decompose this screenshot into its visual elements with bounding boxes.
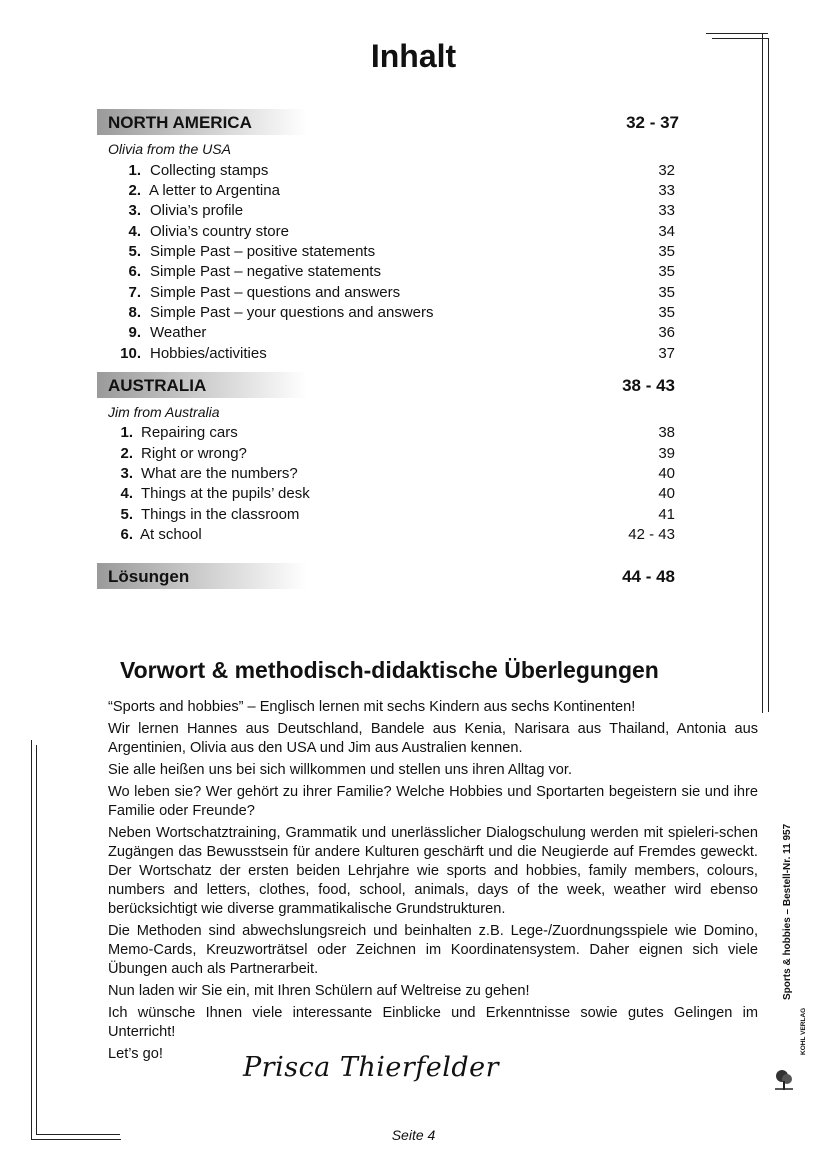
toc-item-page: 35	[658, 304, 675, 321]
toc-item-number: 9.	[128, 324, 141, 341]
toc-item	[0, 263, 827, 283]
toc-item-page: 32	[658, 162, 675, 179]
toc-item-number: 1.	[128, 162, 141, 179]
toc-item-page: 33	[658, 182, 675, 199]
side-order-label: Sports & hobbies – Bestell-Nr. 11 957	[782, 823, 793, 1000]
toc-item-page: 41	[658, 506, 675, 523]
section-title-loesungen: Lösungen	[108, 567, 190, 586]
toc-item-page: 38	[658, 424, 675, 441]
toc-item-title: Weather	[150, 324, 207, 341]
section-subtitle-australia: Jim from Australia	[108, 404, 220, 420]
toc-item-number: 4.	[120, 485, 133, 502]
intro-paragraph: Wo leben sie? Wer gehört zu ihrer Familie? Welche Hobbies und Sportarten begeistern sie und ihre Familie oder Freunde?	[108, 784, 758, 819]
toc-item-page: 40	[658, 465, 675, 482]
toc-item	[0, 223, 827, 243]
toc-item-title: At school	[140, 526, 202, 543]
toc-item-title: Simple Past – negative statements	[150, 263, 381, 280]
toc-item-number: 3.	[120, 465, 133, 482]
toc-item-number: 5.	[120, 506, 133, 523]
intro-paragraph: Sie alle heißen uns bei sich willkommen und stellen uns ihren Alltag vor.	[108, 762, 573, 778]
section-title-australia: AUSTRALIA	[108, 376, 207, 395]
toc-item-number: 6.	[120, 526, 133, 543]
toc-item	[0, 284, 827, 304]
frame-line-left-inner	[36, 745, 37, 1135]
frame-line-top	[706, 33, 768, 34]
toc-item	[0, 445, 827, 465]
toc-item	[0, 485, 827, 505]
intro-paragraph: Neben Wortschatztraining, Grammatik und unerlässlicher Dialogschulung werden mit spieleri-schen Zugängen das Bewusstsein für andere Kulturen geschärft und die Neugierde auf Fremdes geweckt. Der Wortschatz der ersten beiden Lehrjahre wie sports and hobbies, family members, colours, numbers and letters, clothes, food, school, animals, days of the week, weather wird ebenso berücksichtigt wie diverse grammatikalische Grundstrukturen.	[108, 825, 758, 917]
toc-item-title: Collecting stamps	[150, 162, 269, 179]
toc-item-page: 40	[658, 485, 675, 502]
toc-item-title: Olivia’s profile	[150, 202, 244, 219]
toc-item	[0, 304, 827, 324]
intro-title: Vorwort & methodisch-didaktische Überlegungen	[120, 657, 659, 683]
toc-item-number: 6.	[128, 263, 141, 280]
intro-paragraph: Wir lernen Hannes aus Deutschland, Bandele aus Kenia, Narisara aus Thailand, Antonia aus Argentinien, Olivia aus den USA und Jim aus Australien kennen.	[108, 721, 758, 756]
toc-item	[0, 345, 827, 365]
section-title-north-america: NORTH AMERICA	[108, 113, 252, 132]
toc-item-title: Simple Past – questions and answers	[150, 284, 401, 301]
toc-item	[0, 465, 827, 485]
section-range-australia: 38 - 43	[622, 376, 675, 395]
toc-item-number: 7.	[128, 284, 141, 301]
frame-line-right-inner	[768, 38, 769, 712]
toc-item-number: 2.	[120, 445, 133, 462]
toc-item-number: 2.	[128, 182, 141, 199]
toc-item	[0, 162, 827, 182]
page-footer: Seite 4	[391, 1127, 436, 1143]
toc-item-number: 5.	[128, 243, 141, 260]
toc-item-title: Things in the classroom	[141, 506, 300, 523]
toc-item-title: Simple Past – your questions and answers	[150, 304, 434, 321]
section-range-north-america: 32 - 37	[626, 113, 679, 132]
toc-item-page: 35	[658, 263, 675, 280]
toc-item-title: A letter to Argentina	[149, 182, 280, 199]
toc-item-page: 33	[658, 202, 675, 219]
frame-line-left	[31, 740, 32, 1140]
toc-item-title: Repairing cars	[141, 424, 238, 441]
toc-item-number: 4.	[128, 223, 141, 240]
publisher-logo-text: KOHL VERLAG	[800, 1007, 807, 1055]
toc-item	[0, 243, 827, 263]
toc-item-title: Olivia’s country store	[150, 223, 289, 240]
toc-item	[0, 182, 827, 202]
section-subtitle-north-america: Olivia from the USA	[108, 141, 231, 157]
intro-paragraph: “Sports and hobbies” – Englisch lernen mit sechs Kindern aus sechs Kontinenten!	[108, 699, 636, 715]
toc-item-title: Simple Past – positive statements	[150, 243, 376, 260]
frame-line-right	[762, 33, 763, 713]
intro-paragraph: Nun laden wir Sie ein, mit Ihren Schülern auf Weltreise zu gehen!	[108, 983, 530, 999]
intro-body	[108, 698, 758, 1067]
toc-item	[0, 526, 827, 546]
section-range-loesungen: 44 - 48	[622, 567, 675, 586]
intro-paragraph: Die Methoden sind abwechslungsreich und beinhalten z.B. Lege-/Zuordnungsspiele wie Domino, Memo-Cards, Kreuzworträtsel oder Zeichnen im Koordinatensystem. Daher eignen sich viele Übungen auch als Partnerarbeit.	[108, 923, 758, 977]
toc-item-page: 36	[658, 324, 675, 341]
toc-item-title: Things at the pupils’ desk	[141, 485, 310, 502]
toc-item-number: 1.	[120, 424, 133, 441]
publisher-logo-icon	[773, 1067, 795, 1091]
toc-item-page: 39	[658, 445, 675, 462]
toc-item-page: 34	[658, 223, 675, 240]
toc-item	[0, 506, 827, 526]
toc-item-page: 37	[658, 345, 675, 362]
intro-paragraph: Let’s go!	[108, 1046, 163, 1062]
toc-item-number: 10.	[120, 345, 141, 362]
author-signature: Prisca Thierfelder	[243, 1052, 500, 1083]
toc-item	[0, 202, 827, 222]
toc-item-title: Right or wrong?	[141, 445, 247, 462]
toc-item-number: 8.	[128, 304, 141, 321]
toc-item-title: Hobbies/activities	[150, 345, 267, 362]
toc-item-page: 42 - 43	[628, 526, 675, 543]
toc-item	[0, 324, 827, 344]
toc-item-number: 3.	[128, 202, 141, 219]
toc-item-title: What are the numbers?	[141, 465, 298, 482]
toc-item	[0, 424, 827, 444]
page-title: Inhalt	[370, 38, 457, 74]
toc-item-page: 35	[658, 284, 675, 301]
toc-item-page: 35	[658, 243, 675, 260]
intro-paragraph: Ich wünsche Ihnen viele interessante Einblicke und Erkenntnisse sowie gutes Gelingen im Unterricht!	[108, 1005, 758, 1040]
